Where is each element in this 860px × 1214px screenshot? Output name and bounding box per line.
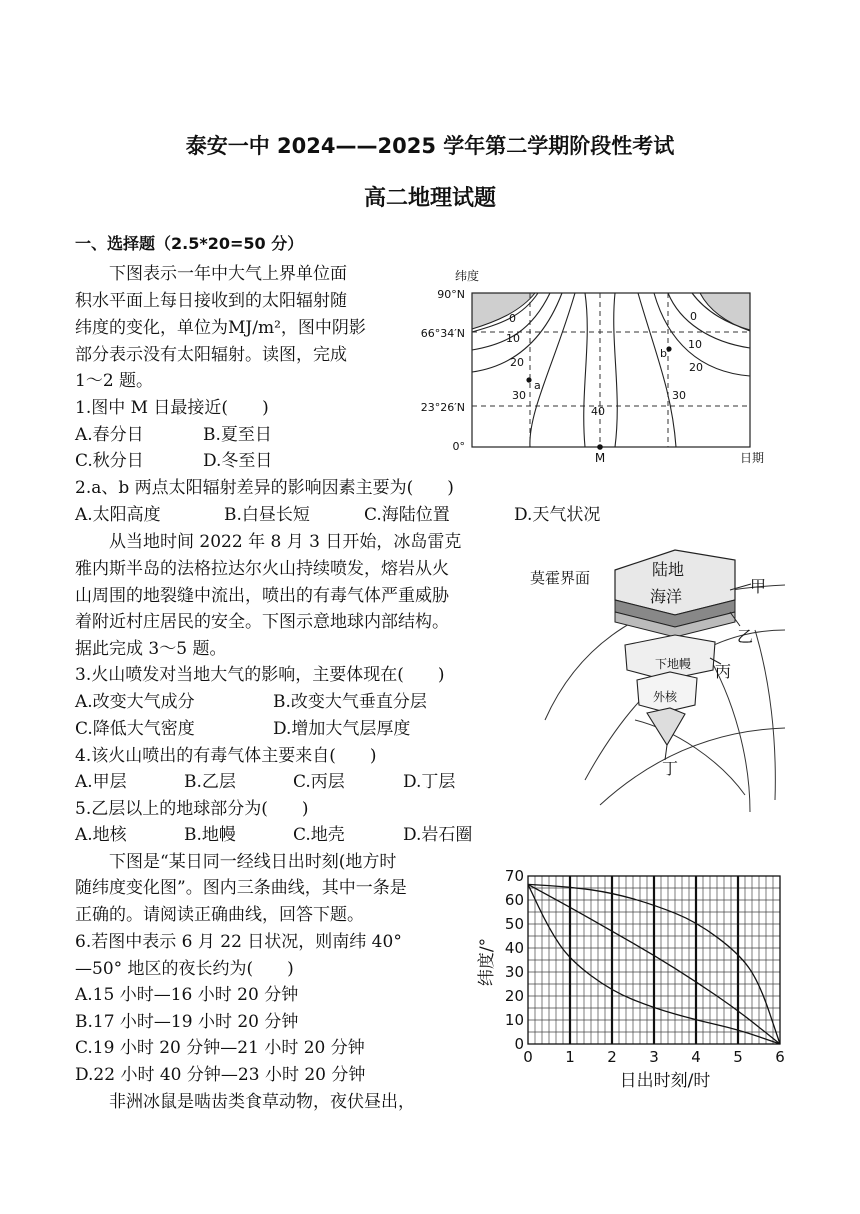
contour-label: 30 bbox=[672, 389, 686, 402]
point-b-label: b bbox=[660, 347, 667, 360]
q1-option-a: A.春分日 bbox=[75, 425, 144, 445]
question-4-stem: 4.该火山喷出的有毒气体主要来自( ) bbox=[75, 746, 377, 766]
point-a bbox=[526, 377, 531, 382]
contour-left-40 bbox=[584, 293, 588, 447]
contour-label: 10 bbox=[506, 332, 520, 345]
earth-structure-figure bbox=[525, 530, 790, 815]
contour-left-30 bbox=[530, 293, 575, 447]
q3-option-a: A.改变大气成分 bbox=[75, 692, 195, 712]
q1-option-c: C.秋分日 bbox=[75, 451, 144, 471]
solar-radiation-figure bbox=[410, 262, 790, 477]
passage-line: 据此完成 3～5 题。 bbox=[75, 639, 227, 659]
sunrise-chart bbox=[470, 862, 800, 1097]
bing-label: 丙 bbox=[715, 662, 732, 681]
contour-right-30 bbox=[638, 293, 676, 447]
x-tick-label: 2 bbox=[607, 1048, 617, 1066]
contour-label: 0 bbox=[690, 310, 697, 323]
x-tick-label: 1 bbox=[565, 1048, 575, 1066]
inner-core-spike bbox=[647, 708, 685, 745]
passage-line: 着附近村庄居民的安全。下图示意地球内部结构。 bbox=[75, 612, 449, 632]
section-heading: 一、选择题（2.5*20=50 分） bbox=[75, 234, 304, 253]
q1-option-b: B.夏至日 bbox=[203, 425, 272, 445]
q5-option-b: B.地幔 bbox=[184, 825, 236, 845]
polar-night-right bbox=[700, 293, 750, 331]
passage-line: 积水平面上每日接收到的太阳辐射随 bbox=[75, 291, 347, 311]
fig1-xlabel: 日期 bbox=[740, 451, 765, 465]
passage-line: 正确的。请阅读正确曲线，回答下题。 bbox=[75, 905, 364, 925]
contour-label: 40 bbox=[591, 405, 605, 418]
passage-4: 非洲冰鼠是啮齿类食草动物，夜伏昼出， bbox=[109, 1092, 415, 1112]
y-tick-label: 70 bbox=[504, 867, 524, 885]
yi-label: 乙 bbox=[737, 627, 754, 646]
q1-option-d: D.冬至日 bbox=[203, 451, 273, 471]
passage-line: 山周围的地裂缝中流出，喷出的有毒气体严重威胁 bbox=[75, 586, 449, 606]
q3-option-b: B.改变大气垂直分层 bbox=[273, 692, 427, 712]
chart-ylabel: 纬度/° bbox=[477, 937, 497, 987]
q4-option-c: C.丙层 bbox=[293, 772, 345, 792]
q4-option-d: D.丁层 bbox=[403, 772, 456, 792]
ding-label: 丁 bbox=[662, 759, 679, 778]
globe-curve bbox=[755, 630, 775, 800]
point-a-label: a bbox=[534, 379, 541, 392]
q6-option-b: B.17 小时—19 小时 20 分钟 bbox=[75, 1012, 299, 1032]
lat-label-23: 23°26′N bbox=[420, 401, 465, 414]
q5-option-a: A.地核 bbox=[75, 825, 127, 845]
contour-label: 10 bbox=[688, 338, 702, 351]
lat-label-90: 90°N bbox=[437, 288, 465, 301]
contour-right-40 bbox=[614, 293, 618, 447]
y-tick-label: 40 bbox=[504, 939, 524, 957]
q6-option-d: D.22 小时 40 分钟—23 小时 20 分钟 bbox=[75, 1065, 366, 1085]
question-6-stem-cont: —50° 地区的夜长约为( ) bbox=[75, 959, 294, 979]
question-2-stem: 2.a、b 两点太阳辐射差异的影响因素主要为( ) bbox=[75, 478, 454, 498]
globe-curve bbox=[600, 728, 785, 805]
q6-option-c: C.19 小时 20 分钟—21 小时 20 分钟 bbox=[75, 1038, 365, 1058]
y-tick-label: 30 bbox=[504, 963, 524, 981]
q5-option-d: D.岩石圈 bbox=[403, 825, 473, 845]
lat-label-66: 66°34′N bbox=[420, 327, 465, 340]
q2-option-b: B.白昼长短 bbox=[224, 505, 310, 525]
lower-mantle-label: 下地幔 bbox=[655, 657, 692, 671]
q2-option-c: C.海陆位置 bbox=[364, 505, 450, 525]
land-label: 陆地 bbox=[652, 560, 685, 579]
y-tick-label: 60 bbox=[504, 891, 524, 909]
outer-core-label: 外核 bbox=[653, 690, 678, 704]
m-label: M bbox=[594, 451, 606, 465]
y-tick-label: 10 bbox=[504, 1011, 524, 1029]
globe-curve bbox=[635, 720, 745, 795]
question-3-stem: 3.火山喷发对当地大气的影响，主要体现在( ) bbox=[75, 665, 445, 685]
q2-option-a: A.太阳高度 bbox=[75, 505, 161, 525]
q2-option-d: D.天气状况 bbox=[514, 505, 601, 525]
fig1-ylabel: 纬度 bbox=[455, 269, 480, 283]
contour-label: 20 bbox=[510, 356, 524, 369]
polar-night-left bbox=[472, 293, 535, 329]
y-tick-label: 50 bbox=[504, 915, 524, 933]
chart-xlabel: 日出时刻/时 bbox=[619, 1071, 711, 1091]
passage-line: 下图是“某日同一经线日出时刻(地方时 bbox=[109, 852, 397, 872]
passage-line: 部分表示没有太阳辐射。读图，完成 bbox=[75, 345, 347, 365]
passage-line: 随纬度变化图”。图内三条曲线，其中一条是 bbox=[75, 878, 407, 898]
lat-label-0: 0° bbox=[452, 440, 465, 453]
exam-title: 泰安一中 2024——2025 学年第二学期阶段性考试 bbox=[185, 134, 675, 158]
q3-option-d: D.增加大气层厚度 bbox=[273, 719, 411, 739]
question-6-stem: 6.若图中表示 6 月 22 日状况，则南纬 40° bbox=[75, 932, 402, 952]
x-tick-label: 0 bbox=[523, 1048, 533, 1066]
x-tick-label: 5 bbox=[733, 1048, 743, 1066]
point-m bbox=[597, 444, 603, 450]
point-b bbox=[666, 346, 671, 351]
exam-subtitle: 高二地理试题 bbox=[363, 186, 496, 211]
moho-label: 莫霍界面 bbox=[530, 569, 591, 587]
question-5-stem: 5.乙层以上的地球部分为( ) bbox=[75, 799, 309, 819]
ocean-label: 海洋 bbox=[650, 587, 683, 606]
passage-line: 下图表示一年中大气上界单位面 bbox=[109, 264, 347, 284]
passage-line: 雅内斯半岛的法格拉达尔火山持续喷发，熔岩从火 bbox=[75, 559, 449, 579]
x-tick-label: 4 bbox=[691, 1048, 701, 1066]
chart-ticks bbox=[505, 867, 785, 1066]
question-1-stem: 1.图中 M 日最接近( ) bbox=[75, 398, 269, 418]
passage-line: 纬度的变化，单位为MJ/m²，图中阴影 bbox=[75, 318, 366, 338]
jia-label: 甲 bbox=[750, 577, 767, 596]
x-tick-label: 6 bbox=[775, 1048, 785, 1066]
x-tick-label: 3 bbox=[649, 1048, 659, 1066]
contour-label: 0 bbox=[509, 312, 516, 325]
y-tick-label: 0 bbox=[514, 1035, 524, 1053]
q4-option-a: A.甲层 bbox=[75, 772, 127, 792]
q6-option-a: A.15 小时—16 小时 20 分钟 bbox=[75, 985, 299, 1005]
q5-option-c: C.地壳 bbox=[293, 825, 345, 845]
passage-line: 1～2 题。 bbox=[75, 371, 154, 391]
contour-label: 30 bbox=[512, 389, 526, 402]
y-tick-label: 20 bbox=[504, 987, 524, 1005]
q4-option-b: B.乙层 bbox=[184, 772, 236, 792]
q3-option-c: C.降低大气密度 bbox=[75, 719, 195, 739]
passage-line: 从当地时间 2022 年 8 月 3 日开始，冰岛雷克 bbox=[109, 532, 462, 552]
contour-label: 20 bbox=[689, 361, 703, 374]
